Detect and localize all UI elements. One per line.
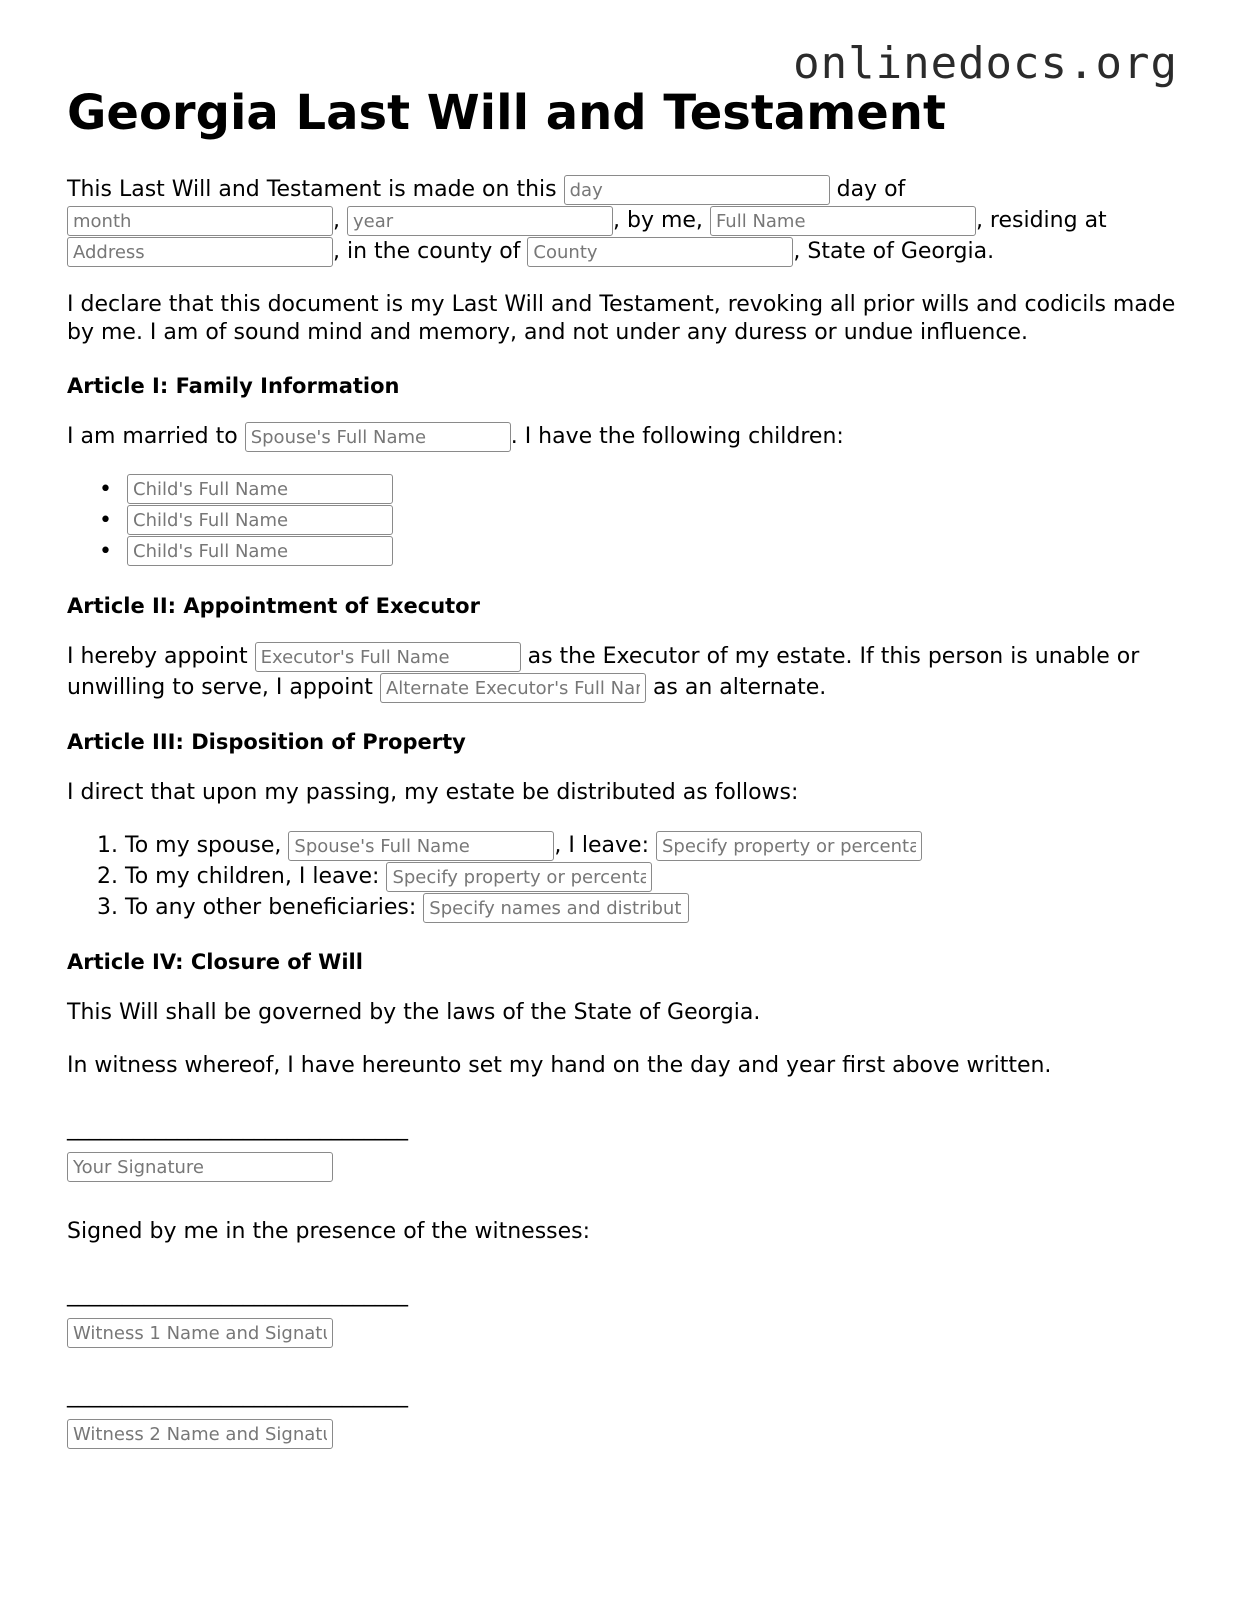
list-item: 3. To any other beneficiaries: Specify names and distribution <box>97 892 1177 923</box>
article-1-heading: Article I: Family Information <box>67 374 400 398</box>
signature-input[interactable] <box>67 1152 333 1182</box>
list-item <box>99 536 1177 567</box>
brand-watermark: onlinedocs.org <box>793 38 1178 89</box>
child-name-input[interactable] <box>127 536 393 566</box>
year-input[interactable] <box>347 206 613 236</box>
article-3-heading: Article III: Disposition of Property <box>67 730 466 754</box>
witness-whereof-paragraph: In witness whereof, I have hereunto set my hand on the day and year first above written. <box>67 1053 1052 1078</box>
spouse-beneficiary-input[interactable] <box>288 831 554 861</box>
child-name-input[interactable] <box>127 474 393 504</box>
children-property-input[interactable] <box>386 862 652 892</box>
witness-1-input[interactable] <box>67 1318 333 1348</box>
child-name-input[interactable] <box>127 505 393 535</box>
witness-2-signature-line: _______________________________ <box>67 1383 408 1408</box>
county-input[interactable] <box>527 237 793 267</box>
alternate-executor-input[interactable] <box>380 673 646 703</box>
executor-name-input[interactable] <box>255 642 521 672</box>
full-name-input[interactable] <box>710 206 976 236</box>
bullet-icon: • <box>99 539 112 564</box>
children-list <box>67 474 1177 567</box>
bullet-icon: • <box>99 508 112 533</box>
distribution-intro: I direct that upon my passing, my estate be distributed as follows: <box>67 780 799 805</box>
marriage-paragraph: I am married to Spouse's Full Name . I have the following children: <box>67 421 1177 452</box>
witness-statement: Signed by me in the presence of the witnesses: <box>67 1219 591 1244</box>
signature-line: _______________________________ <box>67 1116 408 1141</box>
list-item: 2. To my children, I leave: Specify property or percentage <box>97 861 1177 892</box>
list-item <box>99 505 1177 536</box>
will-document <box>67 84 1177 1449</box>
witness-2-input[interactable] <box>67 1419 333 1449</box>
article-4-heading: Article IV: Closure of Will <box>67 950 363 974</box>
page-title: Georgia Last Will and Testament <box>67 85 946 141</box>
list-item <box>99 474 1177 505</box>
spouse-property-input[interactable] <box>656 831 922 861</box>
bullet-icon: • <box>99 477 112 502</box>
other-beneficiaries-input[interactable] <box>423 893 689 923</box>
address-input[interactable] <box>67 237 333 267</box>
month-input[interactable] <box>67 206 333 236</box>
executor-paragraph: I hereby appoint Executor's Full Name as the Executor of my estate. If this person is unable or unwilling to serve, I appoint Alternate Executor's Full Name as an alternate. <box>67 641 1177 703</box>
article-2-heading: Article II: Appointment of Executor <box>67 594 480 618</box>
declaration-paragraph: I declare that this document is my Last Will and Testament, revoking all prior wills and codicils made by me. I am of sound mind and memory, and not under any duress or undue influence. <box>67 292 1176 345</box>
governing-law-paragraph: This Will shall be governed by the laws of the State of Georgia. <box>67 1000 761 1025</box>
intro-paragraph: This Last Will and Testament is made on this day day of month, year , by me, Full Name , residing at Address, in the county of County , State of Georgia. <box>67 174 1177 267</box>
list-item: 1. To my spouse, Spouse's Full Name , I leave: Specify property or percentage <box>97 830 1177 861</box>
witness-1-signature-line: _______________________________ <box>67 1282 408 1307</box>
distribution-list <box>67 830 1177 923</box>
spouse-name-input[interactable] <box>245 422 511 452</box>
day-input[interactable] <box>564 175 830 205</box>
